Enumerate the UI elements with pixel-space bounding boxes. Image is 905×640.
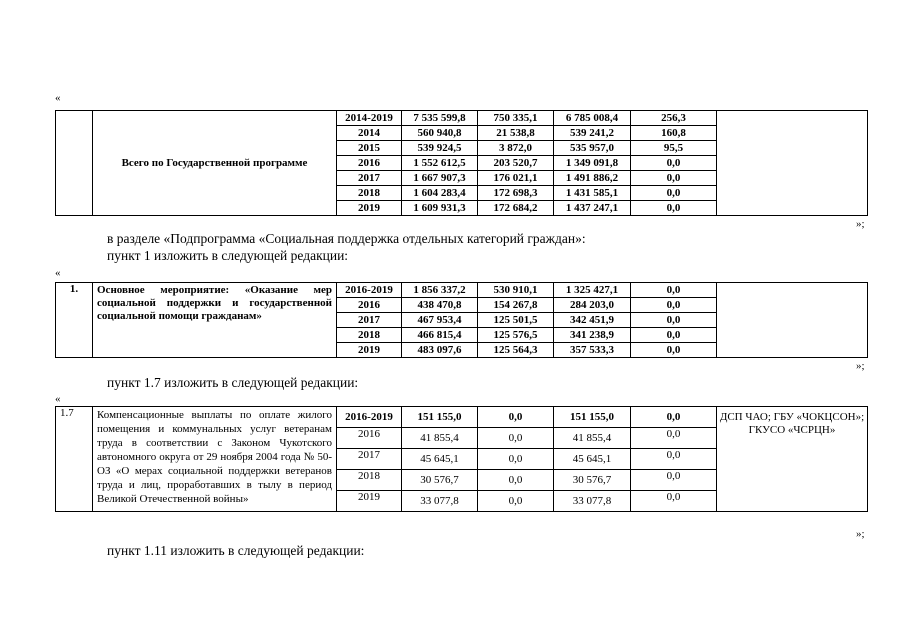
value-cell: 1 604 283,4 bbox=[402, 186, 478, 201]
value-cell: 0,0 bbox=[631, 186, 717, 201]
value-cell: 284 203,0 bbox=[554, 298, 631, 313]
value-cell: 203 520,7 bbox=[478, 156, 554, 171]
value-cell: 1 856 337,2 bbox=[402, 283, 478, 298]
value-cell: 95,5 bbox=[631, 141, 717, 156]
year-cell: 2016 bbox=[337, 156, 402, 171]
value-cell: 0,0 bbox=[631, 201, 717, 216]
value-cell: 1 349 091,8 bbox=[554, 156, 631, 171]
value-cell: 1 431 585,1 bbox=[554, 186, 631, 201]
value-cell: 0,0 bbox=[631, 298, 717, 313]
value-cell: 0,0 bbox=[631, 171, 717, 186]
value-cell: 0,0 bbox=[631, 283, 717, 298]
year-cell: 2018 bbox=[337, 328, 402, 343]
value-cell: 1 437 247,1 bbox=[554, 201, 631, 216]
value-cell: 0,0 bbox=[631, 470, 717, 491]
executor-cell: ДСП ЧАО; ГБУ «ЧОКЦСОН»; ГКУСО «ЧСРЦН» bbox=[717, 407, 868, 512]
value-cell: 3 872,0 bbox=[478, 141, 554, 156]
quote-close-3: »; bbox=[856, 528, 865, 540]
value-cell: 21 538,8 bbox=[478, 126, 554, 141]
value-cell: 176 021,1 bbox=[478, 171, 554, 186]
table-row bbox=[56, 111, 868, 126]
paragraph-section-change: в разделе «Подпрограмма «Социальная поддержка отдельных категорий граждан»: bbox=[107, 231, 586, 246]
value-cell: 33 077,8 bbox=[554, 491, 631, 512]
value-cell: 750 335,1 bbox=[478, 111, 554, 126]
value-cell: 41 855,4 bbox=[402, 428, 478, 449]
value-cell: 0,0 bbox=[478, 428, 554, 449]
value-cell: 341 238,9 bbox=[554, 328, 631, 343]
row-num-cell bbox=[56, 111, 93, 216]
value-cell: 6 785 008,4 bbox=[554, 111, 631, 126]
value-cell: 1 325 427,1 bbox=[554, 283, 631, 298]
value-cell: 160,8 bbox=[631, 126, 717, 141]
value-cell: 125 564,3 bbox=[478, 343, 554, 358]
quote-open-1: « bbox=[55, 92, 61, 104]
value-cell: 45 645,1 bbox=[554, 449, 631, 470]
value-cell: 1 667 907,3 bbox=[402, 171, 478, 186]
paragraph-item111-change: пункт 1.11 изложить в следующей редакции: bbox=[107, 543, 365, 558]
year-cell: 2015 bbox=[337, 141, 402, 156]
year-cell: 2014-2019 bbox=[337, 111, 402, 126]
value-cell: 172 684,2 bbox=[478, 201, 554, 216]
year-cell: 2016 bbox=[337, 428, 402, 449]
value-cell: 154 267,8 bbox=[478, 298, 554, 313]
value-cell: 0,0 bbox=[478, 491, 554, 512]
row-num-cell: 1.7 bbox=[56, 407, 93, 512]
value-cell: 438 470,8 bbox=[402, 298, 478, 313]
quote-open-3: « bbox=[55, 393, 61, 405]
value-cell: 41 855,4 bbox=[554, 428, 631, 449]
value-cell: 30 576,7 bbox=[402, 470, 478, 491]
executor-cell bbox=[717, 111, 868, 216]
value-cell: 0,0 bbox=[478, 449, 554, 470]
year-cell: 2016-2019 bbox=[337, 283, 402, 298]
value-cell: 125 501,5 bbox=[478, 313, 554, 328]
year-cell: 2018 bbox=[337, 470, 402, 491]
table-program-total bbox=[55, 110, 868, 216]
quote-open-2: « bbox=[55, 267, 61, 279]
value-cell: 0,0 bbox=[631, 491, 717, 512]
value-cell: 0,0 bbox=[478, 407, 554, 428]
value-cell: 530 910,1 bbox=[478, 283, 554, 298]
value-cell: 0,0 bbox=[631, 407, 717, 428]
value-cell: 0,0 bbox=[631, 156, 717, 171]
value-cell: 0,0 bbox=[631, 428, 717, 449]
year-cell: 2018 bbox=[337, 186, 402, 201]
table-row bbox=[56, 407, 868, 428]
value-cell: 33 077,8 bbox=[402, 491, 478, 512]
row-label-cell: Компенсационные выплаты по оплате жилого помещения и коммунальных услуг ветеранам труда в соответствии с Законом Чукотского автономного округа от 29 ноября 2004 года № 50-ОЗ «О мерах социальной поддержки ветеранов труда и лиц, проработавших в тылу в период Великой Отечественной войны» bbox=[93, 407, 337, 512]
value-cell: 483 097,6 bbox=[402, 343, 478, 358]
year-cell: 2019 bbox=[337, 343, 402, 358]
table-row bbox=[56, 283, 868, 298]
executor-cell bbox=[717, 283, 868, 358]
row-label-cell: Основное мероприятие: «Оказание мер социальной поддержки и государственной социальной помощи гражданам» bbox=[93, 283, 337, 358]
value-cell: 0,0 bbox=[631, 343, 717, 358]
value-cell: 45 645,1 bbox=[402, 449, 478, 470]
year-cell: 2019 bbox=[337, 491, 402, 512]
value-cell: 560 940,8 bbox=[402, 126, 478, 141]
value-cell: 7 535 599,8 bbox=[402, 111, 478, 126]
table-item-1 bbox=[55, 282, 868, 358]
value-cell: 539 241,2 bbox=[554, 126, 631, 141]
value-cell: 125 576,5 bbox=[478, 328, 554, 343]
value-cell: 0,0 bbox=[631, 313, 717, 328]
value-cell: 0,0 bbox=[631, 328, 717, 343]
row-label-cell: Всего по Государственной программе bbox=[93, 111, 337, 216]
quote-close-1: »; bbox=[856, 218, 865, 230]
value-cell: 1 491 886,2 bbox=[554, 171, 631, 186]
value-cell: 151 155,0 bbox=[554, 407, 631, 428]
value-cell: 1 609 931,3 bbox=[402, 201, 478, 216]
quote-close-2: »; bbox=[856, 360, 865, 372]
value-cell: 151 155,0 bbox=[402, 407, 478, 428]
table-item-1-7 bbox=[55, 406, 868, 512]
value-cell: 357 533,3 bbox=[554, 343, 631, 358]
value-cell: 0,0 bbox=[478, 470, 554, 491]
paragraph-item1-change: пункт 1 изложить в следующей редакции: bbox=[107, 248, 349, 263]
year-cell: 2016-2019 bbox=[337, 407, 402, 428]
value-cell: 467 953,4 bbox=[402, 313, 478, 328]
value-cell: 1 552 612,5 bbox=[402, 156, 478, 171]
value-cell: 256,3 bbox=[631, 111, 717, 126]
year-cell: 2019 bbox=[337, 201, 402, 216]
year-cell: 2016 bbox=[337, 298, 402, 313]
year-cell: 2017 bbox=[337, 313, 402, 328]
value-cell: 535 957,0 bbox=[554, 141, 631, 156]
year-cell: 2014 bbox=[337, 126, 402, 141]
value-cell: 342 451,9 bbox=[554, 313, 631, 328]
paragraph-item17-change: пункт 1.7 изложить в следующей редакции: bbox=[107, 375, 359, 390]
year-cell: 2017 bbox=[337, 171, 402, 186]
year-cell: 2017 bbox=[337, 449, 402, 470]
value-cell: 466 815,4 bbox=[402, 328, 478, 343]
value-cell: 30 576,7 bbox=[554, 470, 631, 491]
value-cell: 539 924,5 bbox=[402, 141, 478, 156]
row-num-cell: 1. bbox=[56, 283, 93, 358]
value-cell: 0,0 bbox=[631, 449, 717, 470]
value-cell: 172 698,3 bbox=[478, 186, 554, 201]
